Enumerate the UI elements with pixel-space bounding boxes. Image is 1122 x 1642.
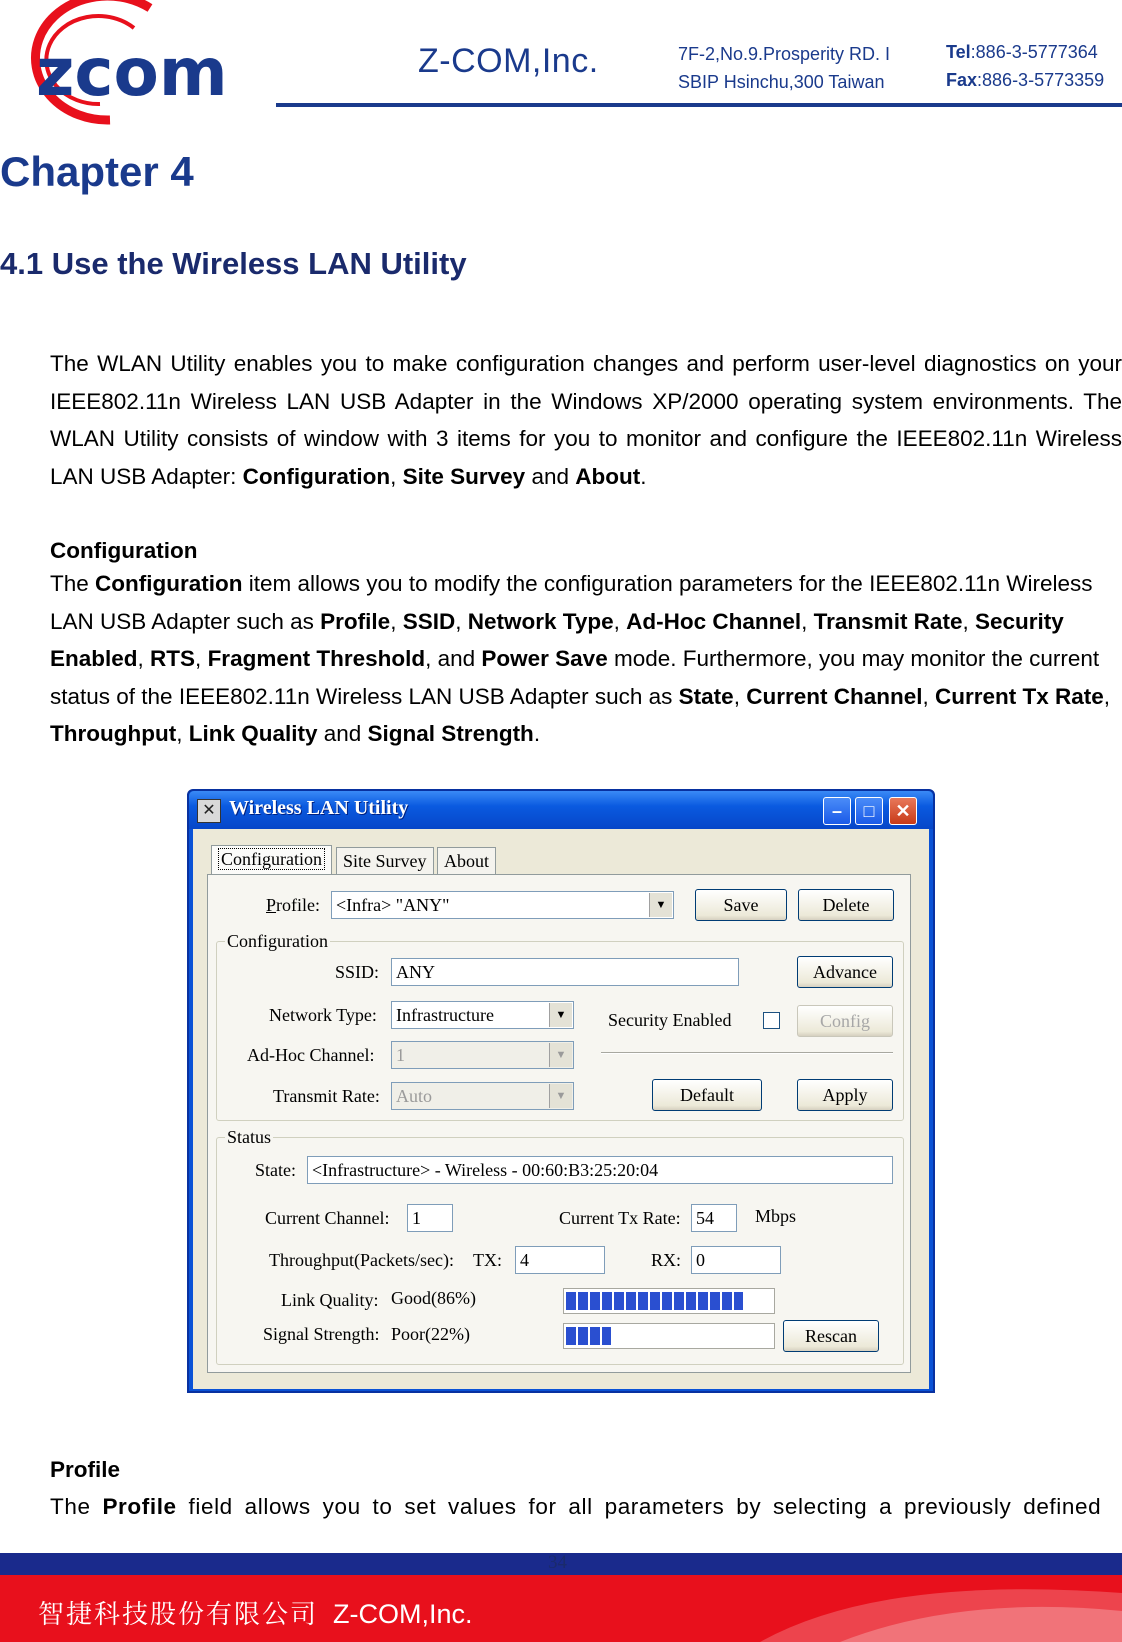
- rescan-button[interactable]: Rescan: [783, 1320, 879, 1352]
- footer-company-cn: 智捷科技股份有限公司: [38, 1600, 319, 1630]
- status-group: [216, 1127, 904, 1365]
- tx-value: 4: [515, 1246, 605, 1274]
- current-tx-rate-label: Current Tx Rate:: [559, 1208, 681, 1228]
- section-title: 4.1 Use the Wireless LAN Utility: [0, 246, 467, 281]
- intro-sep: ,: [390, 463, 403, 489]
- profile-heading: Profile: [50, 1457, 121, 1482]
- security-enabled-label: Security Enabled: [608, 1010, 732, 1030]
- configuration-tab-panel: [207, 874, 911, 1373]
- chevron-down-icon: ▼: [549, 1043, 572, 1067]
- header-rule: [276, 103, 1122, 107]
- link-quality-label: Link Quality:: [281, 1290, 379, 1310]
- rx-label: RX:: [651, 1250, 682, 1270]
- page-header: [0, 0, 1122, 130]
- current-channel-value: 1: [407, 1204, 453, 1232]
- header-company: Z-COM,Inc.: [418, 42, 599, 80]
- current-channel-label: Current Channel:: [265, 1208, 390, 1228]
- transmit-rate-label: Transmit Rate:: [273, 1086, 380, 1106]
- signal-strength-value: Poor(22%): [391, 1324, 470, 1344]
- tel-value: :886-3-5777364: [970, 42, 1098, 62]
- configuration-heading: Configuration: [50, 538, 198, 563]
- fax-value: :886-3-5773359: [977, 70, 1105, 90]
- network-type-select[interactable]: Infrastructure ▼: [391, 1001, 574, 1029]
- profile-paragraph: The Profile field allows you to set values for all parameters by selecting a previously defined: [50, 1494, 1102, 1519]
- intro-paragraph: [50, 345, 1122, 495]
- chevron-down-icon: ▼: [549, 1084, 572, 1108]
- tab-about[interactable]: About: [437, 847, 496, 874]
- adhoc-channel-select[interactable]: 1 ▼: [391, 1041, 574, 1069]
- config-button[interactable]: Config: [797, 1005, 893, 1037]
- intro-and: and: [525, 463, 576, 489]
- save-button[interactable]: Save: [695, 889, 787, 921]
- adhoc-channel-label: Ad-Hoc Channel:: [247, 1045, 375, 1065]
- link-quality-bar: [563, 1288, 775, 1314]
- separator: [601, 1052, 893, 1054]
- intro-item-site-survey: Site Survey: [402, 463, 526, 489]
- configuration-paragraph: The Configuration item allows you to modify the configuration parameters for the IEEE802.11n Wireless LAN USB Adapter such as Profile, SSID, Network Type, Ad-Hoc Channel, Transmit Rate, Security Enabled, RTS, Fragment Threshold, and Power Save mode. Furthermore, you may monitor the current status of the IEEE802.11n Wireless LAN USB Adapter such as State, Current Channel, Current Tx Rate, Throughput, Link Quality and Signal Strength.: [50, 571, 1111, 746]
- chevron-down-icon: ▼: [549, 1003, 572, 1027]
- transmit-rate-select[interactable]: Auto ▼: [391, 1082, 574, 1110]
- maximize-icon[interactable]: □: [855, 797, 883, 825]
- close-icon[interactable]: ✕: [889, 797, 917, 825]
- intro-text: The WLAN Utility enables you to make configuration changes and perform user-level diagnostics on your IEEE802.11n Wireless LAN USB Adapter in the Windows XP/2000 operating system environments. The WLAN Utility consists of window with 3 items for you to monitor and configure the IEEE802.11n Wireless LAN USB Adapter:: [50, 351, 1122, 489]
- address-line-1: 7F-2,No.9.Prosperity RD. I: [678, 44, 891, 64]
- fax-label: Fax: [946, 70, 978, 90]
- mbps-unit: Mbps: [755, 1206, 797, 1226]
- chapter-title: Chapter 4: [0, 148, 194, 195]
- chevron-down-icon: ▼: [649, 893, 672, 917]
- tx-label: TX:: [473, 1250, 502, 1270]
- link-quality-value: Good(86%): [391, 1288, 476, 1308]
- network-type-label: Network Type:: [269, 1005, 377, 1025]
- signal-strength-label: Signal Strength:: [263, 1324, 380, 1344]
- app-icon: ✕: [197, 799, 221, 823]
- signal-strength-bar: [563, 1323, 775, 1349]
- rx-value: 0: [691, 1246, 781, 1274]
- link-quality-fill: [566, 1292, 743, 1310]
- security-enabled-checkbox[interactable]: [763, 1012, 780, 1029]
- delete-button[interactable]: Delete: [798, 889, 894, 921]
- advance-button[interactable]: Advance: [797, 956, 893, 988]
- intro-item-about: About: [575, 463, 641, 489]
- header-address: [678, 40, 890, 96]
- footer-company: [38, 1594, 473, 1631]
- ssid-label: SSID:: [335, 962, 380, 982]
- wlan-utility-window: [187, 789, 935, 1393]
- throughput-label: Throughput(Packets/sec):: [269, 1250, 454, 1270]
- intro-item-configuration: Configuration: [242, 463, 391, 489]
- header-contact: [946, 38, 1104, 94]
- window-titlebar[interactable]: [189, 791, 933, 829]
- apply-button[interactable]: Apply: [797, 1079, 893, 1111]
- configuration-group: [216, 931, 904, 1121]
- zcom-logo: [0, 0, 280, 125]
- tel-label: Tel: [946, 42, 971, 62]
- signal-strength-fill: [566, 1327, 611, 1345]
- ssid-input[interactable]: ANY: [391, 958, 739, 986]
- state-label: State:: [255, 1160, 296, 1180]
- current-tx-rate-value: 54: [691, 1204, 737, 1232]
- configuration-group-label: Configuration: [227, 931, 328, 951]
- status-group-label: Status: [227, 1127, 272, 1147]
- profile-label: Profile:: [266, 895, 320, 915]
- footer-company-en: Z-COM,Inc.: [333, 1599, 473, 1629]
- page-number: 34: [548, 1552, 567, 1573]
- tab-site-survey[interactable]: Site Survey: [336, 847, 434, 874]
- address-line-2: SBIP Hsinchu,300 Taiwan: [678, 72, 885, 92]
- tab-configuration[interactable]: Configuration: [211, 845, 332, 875]
- logo-text: zcom: [36, 34, 228, 111]
- window-title: Wireless LAN Utility: [229, 797, 409, 819]
- state-value: <Infrastructure> - Wireless - 00:60:B3:25:20:04: [307, 1156, 893, 1184]
- window-client: [193, 829, 929, 1389]
- minimize-icon[interactable]: –: [823, 797, 851, 825]
- intro-end: .: [640, 463, 647, 489]
- profile-select[interactable]: <Infra> "ANY" ▼: [331, 891, 674, 919]
- default-button[interactable]: Default: [652, 1079, 762, 1111]
